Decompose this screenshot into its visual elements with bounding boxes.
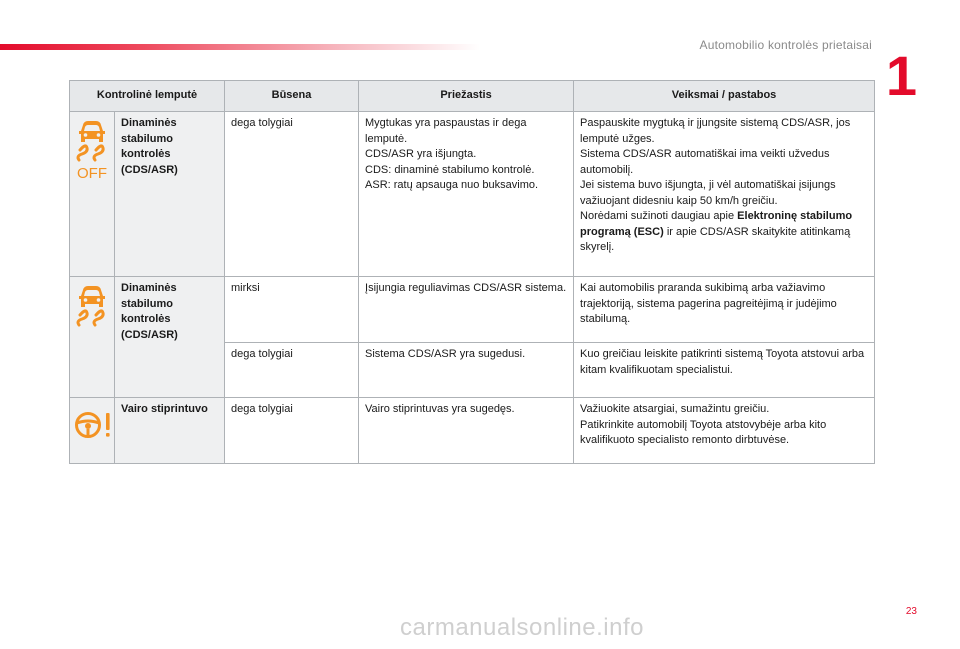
page-header-title: Automobilio kontrolės prietaisai [699,38,872,52]
cause-cell: Sistema CDS/ASR yra sugedusi. [359,343,574,398]
cause-line: CDS/ASR yra išjungta. [365,148,477,160]
state-cell: dega tolygiai [225,343,359,398]
table-header-row [70,81,875,112]
state-cell: dega tolygiai [225,112,359,277]
cause-line: CDS: dinaminė stabilumo kontrolė. [365,163,535,176]
action-cell [574,398,875,464]
esc-off-icon [74,118,110,180]
esc-reference: Elektroninę stabilumo programą (ESC) [580,210,853,238]
action-line: Paspauskite mygtuką ir įjungsite sistemą CDS/ASR, jos lemputė užges. [580,117,851,145]
cause-line: ASR: ratų apsauga nuo buksavimo. [365,179,539,191]
action-cell [574,112,875,277]
esc-icon [74,283,110,327]
column-header-state: Būsena [225,81,359,112]
action-line: Sistema CDS/ASR automatiškai ima veikti užvedus automobilį. [580,148,830,176]
light-name: Vairo stiprintuvo [115,398,225,464]
light-name: Dinaminės stabilumo kontrolės (CDS/ASR) [115,112,225,277]
table-row [70,112,875,277]
chapter-number: 1 [885,44,917,107]
cause-line: Mygtukas yra paspaustas ir dega lemputė. [365,117,527,145]
table-row [70,398,875,464]
table-row [70,277,875,343]
steering-warning-icon [74,410,114,440]
cause-cell: Įsijungia reguliavimas CDS/ASR sistema. [359,277,574,343]
action-cell: Kai automobilis praranda sukibimą arba važiavimo trajektoriją, sistema pagerina pagreitėjimą ir judėjimo stabilumą. [574,277,875,343]
cause-cell [359,112,574,277]
watermark: carmanualsonline.info [400,614,644,641]
cause-cell: Vairo stiprintuvas yra sugedęs. [359,398,574,464]
icon-cell [70,398,115,464]
light-name: Dinaminės stabilumo kontrolės (CDS/ASR) [115,277,225,398]
off-label: OFF [77,165,107,180]
column-header-light: Kontrolinė lemputė [70,81,225,112]
icon-cell [70,277,115,398]
state-cell: dega tolygiai [225,398,359,464]
column-header-cause: Priežastis [359,81,574,112]
page-number: 23 [905,606,917,617]
action-line: Norėdami sužinoti daugiau apie Elektroninę stabilumo programą (ESC) ir apie CDS/ASR skaitykite atitinkamą skyrelį. [580,210,853,253]
action-line: Jei sistema buvo išjungta, ji vėl automatiškai įsijungs važiuojant didesniu kaip 50 km/h greičiu. [580,179,836,207]
warning-lights-table [69,80,875,464]
icon-cell [70,112,115,277]
column-header-action: Veiksmai / pastabos [574,81,875,112]
action-line: Patikrinkite automobilį Toyota atstovybėje arba kito kvalifikuoto specialisto remonto dirbtuvėse. [580,418,827,446]
state-cell: mirksi [225,277,359,343]
action-line: Važiuokite atsargiai, sumažintu greičiu. [580,403,770,415]
header-accent-bar [0,44,480,50]
action-cell: Kuo greičiau leiskite patikrinti sistemą Toyota atstovui arba kitam kvalifikuotam specialistui. [574,343,875,398]
